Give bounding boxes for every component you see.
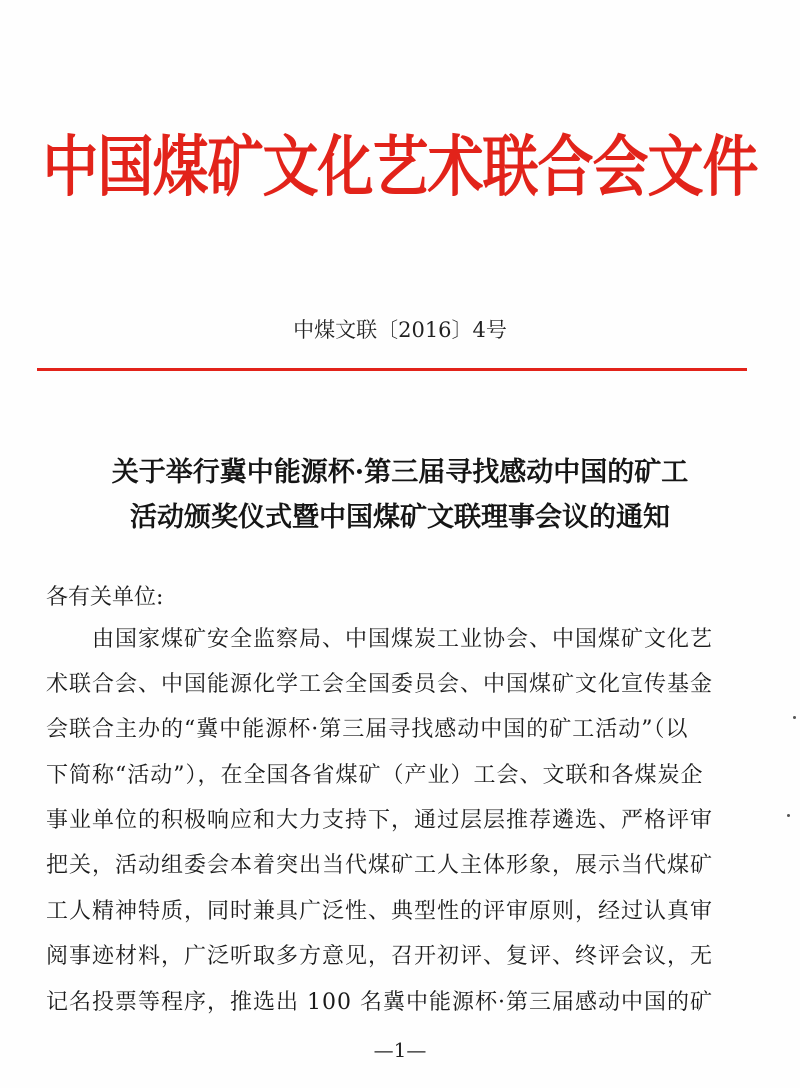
body-line: 记名投票等程序，推选出 100 名冀中能源杯·第三届感动中国的矿 [46,990,713,1015]
red-divider-line [37,368,747,371]
notice-title [0,450,800,540]
body-line: 事业单位的积极响应和大力支持下，通过层层推荐遴选、严格评审 [46,808,714,833]
scan-speck [787,814,790,817]
scan-speck [793,716,796,719]
body-line: 会联合主办的“冀中能源杯·第三届寻找感动中国的矿工活动”（以 [46,717,689,742]
page-number: —1— [373,1038,427,1062]
body-line: 阅事迹材料，广泛听取多方意见，召开初评、复评、终评会议，无 [46,944,714,969]
notice-title-line-1: 关于举行冀中能源杯·第三届寻找感动中国的矿工 [111,457,689,488]
body-line: 工人精神特质，同时兼具广泛性、典型性的评审原则，经过认真审 [46,899,714,924]
body-line: 把关，活动组委会本着突出当代煤矿工人主体形象，展示当代煤矿 [46,853,714,878]
masthead-title: 中国煤矿文化艺术联合会文件 [42,129,758,206]
body-line: 由国家煤矿安全监察局、中国煤炭工业协会、中国煤矿文化艺 [46,627,714,652]
salutation: 各有关单位: [46,585,164,610]
notice-title-line-2: 活动颁奖仪式暨中国煤矿文联理事会议的通知 [130,502,670,533]
document-number: 中煤文联〔2016〕4号 [293,318,507,342]
body-line: 术联合会、中国能源化学工会全国委员会、中国煤矿文化宣传基金 [46,672,714,697]
body-line: 下简称“活动”），在全国各省煤矿（产业）工会、文联和各煤炭企 [46,763,704,788]
